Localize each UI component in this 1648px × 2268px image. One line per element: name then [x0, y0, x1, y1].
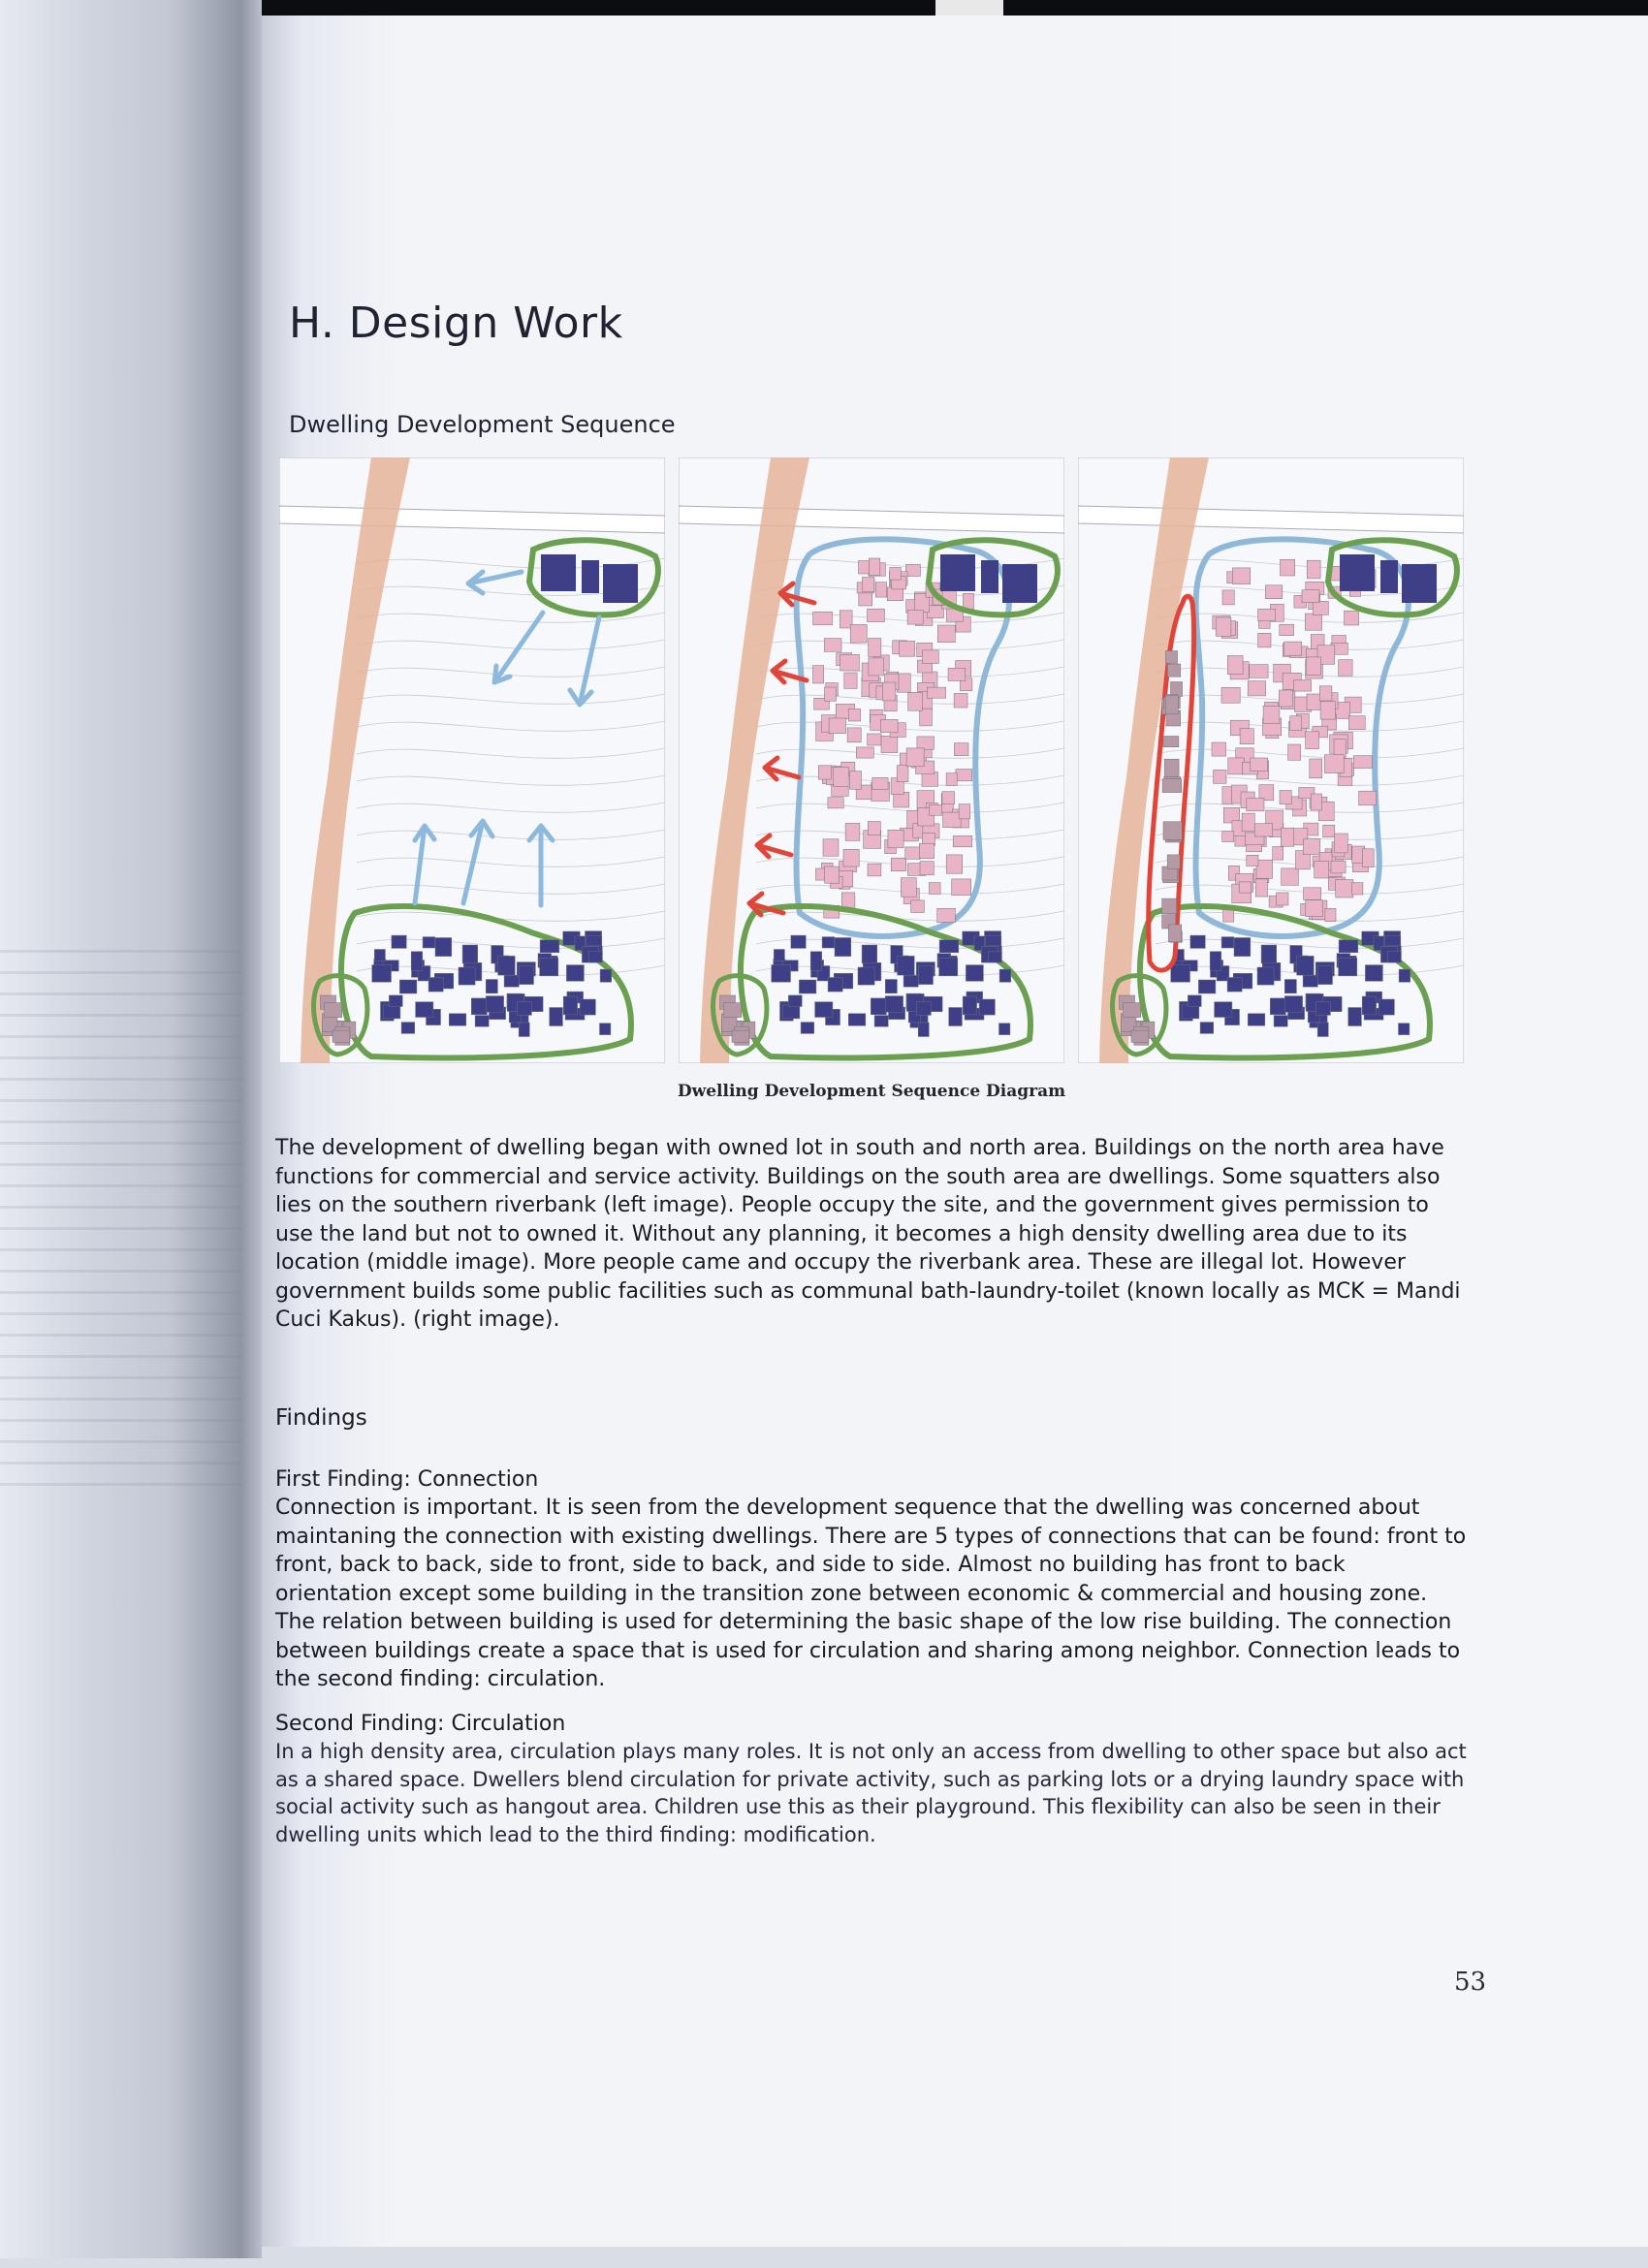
- south-building: [788, 995, 802, 1007]
- dwelling-building: [1279, 690, 1292, 707]
- south-building: [384, 1005, 400, 1019]
- dwelling-building: [952, 879, 971, 896]
- south-building: [918, 1023, 929, 1037]
- south-building: [1248, 1014, 1265, 1026]
- dwelling-building: [1353, 756, 1372, 769]
- south-building: [1171, 965, 1190, 983]
- dwelling-building: [919, 843, 934, 859]
- north-building: [981, 560, 998, 593]
- dwelling-building: [1247, 799, 1264, 811]
- dwelling-building: [1222, 590, 1234, 605]
- dwelling-building: [1280, 791, 1291, 804]
- dwelling-building: [1284, 642, 1302, 655]
- riverbank-building: [1163, 822, 1182, 840]
- dwelling-building: [1281, 559, 1295, 576]
- dwelling-building: [824, 639, 841, 652]
- south-building: [399, 980, 417, 993]
- riverbank-building: [1162, 779, 1182, 793]
- riverbank-building: [1165, 651, 1177, 664]
- south-building: [550, 1008, 563, 1026]
- south-building: [563, 996, 577, 1015]
- south-building: [600, 1024, 611, 1035]
- dwelling-building: [917, 737, 935, 749]
- south-building: [939, 940, 959, 953]
- dwelling-building: [1216, 617, 1231, 636]
- riverbank-building: [1163, 737, 1179, 747]
- dwelling-building: [868, 822, 880, 835]
- dwelling-building: [963, 593, 973, 609]
- dwelling-building: [1221, 687, 1240, 703]
- dwelling-building: [1359, 791, 1377, 805]
- dwelling-building: [1242, 813, 1254, 832]
- dwelling-building: [825, 687, 837, 701]
- south-building: [1348, 1008, 1362, 1026]
- south-building: [822, 937, 835, 948]
- dwelling-building: [907, 610, 923, 624]
- south-building: [1365, 965, 1382, 982]
- dwelling-building: [818, 766, 831, 779]
- north-building: [541, 554, 576, 591]
- dwelling-building: [863, 578, 874, 592]
- dwelling-building: [1315, 862, 1329, 878]
- dwelling-building: [923, 650, 939, 664]
- south-building: [1261, 945, 1277, 963]
- dwelling-building: [868, 864, 881, 876]
- dwelling-building: [829, 718, 845, 734]
- south-building: [918, 965, 933, 984]
- dwelling-building: [869, 558, 879, 576]
- dwelling-building: [901, 878, 916, 898]
- dwelling-building: [928, 606, 944, 618]
- dwelling-building: [929, 883, 940, 895]
- dwelling-building: [844, 673, 857, 688]
- dwelling-building: [843, 849, 859, 866]
- south-building: [1190, 935, 1205, 948]
- dwelling-building: [1331, 861, 1346, 873]
- dwelling-building: [1228, 758, 1245, 774]
- dwelling-building: [959, 804, 970, 819]
- south-building: [1270, 998, 1285, 1015]
- south-building: [885, 996, 903, 1013]
- dwelling-building: [1320, 702, 1335, 720]
- south-building: [540, 958, 558, 976]
- dwelling-building: [920, 862, 934, 875]
- dwelling-building: [1323, 825, 1335, 837]
- dwelling-building: [943, 812, 962, 828]
- dwelling-building: [848, 709, 860, 721]
- figure-subtitle: Dwelling Development Sequence: [289, 411, 676, 438]
- south-building: [862, 945, 877, 963]
- dwelling-building: [845, 823, 860, 840]
- south-building: [848, 1014, 866, 1026]
- south-building: [1316, 1002, 1331, 1016]
- second-finding-title: Second Finding: Circulation: [275, 1712, 566, 1736]
- dwelling-building: [897, 766, 908, 782]
- riverbank-building: [1167, 855, 1180, 869]
- south-building: [449, 1014, 466, 1026]
- south-building: [1234, 938, 1251, 957]
- dwelling-building: [813, 612, 833, 625]
- dwelling-building: [880, 719, 898, 732]
- first-finding-title: First Finding: Connection: [275, 1467, 539, 1492]
- dwelling-building: [890, 568, 902, 581]
- south-building: [801, 1023, 814, 1034]
- south-building: [783, 1005, 800, 1019]
- dwelling-building: [956, 770, 972, 781]
- dwelling-building: [1282, 868, 1299, 885]
- dwelling-building: [937, 908, 956, 922]
- south-building: [799, 980, 816, 993]
- south-building: [416, 1002, 433, 1018]
- south-building: [1257, 967, 1274, 985]
- dwelling-building: [1250, 665, 1269, 678]
- findings-heading: Findings: [275, 1405, 367, 1431]
- diagram-panel-right: [1078, 457, 1464, 1063]
- dwelling-building: [937, 625, 955, 643]
- north-building: [1402, 564, 1437, 603]
- dwelling-building: [1348, 716, 1365, 730]
- section-title: H. Design Work: [289, 299, 623, 348]
- dwelling-building: [875, 583, 886, 597]
- dwelling-building: [840, 654, 860, 671]
- dwelling-building: [954, 743, 968, 756]
- intro-paragraph: The development of dwelling began with owned lot in south and north area. Buildings on the north area have functions for commercial and service activity. Buildings on the south area are dwellings. Some squatters also lies on the southern riverbank (left image). People occupy the site, and the government gives permission to use the land but not to owned it. Without any planning, it becomes a high density dwelling area due to its location (middle image). More people came and occupy the riverbank area. These are illegal lot. However government builds some public facilities such as communal bath-laundry-toilet (known locally as MCK = Mandi Cuci Kakus). (right image).: [275, 1136, 1461, 1332]
- north-building: [582, 560, 599, 593]
- dwelling-building: [1302, 590, 1319, 603]
- south-building: [898, 956, 915, 975]
- dwelling-building: [905, 847, 921, 859]
- dwelling-building: [850, 624, 867, 643]
- figure-caption: Dwelling Development Sequence Diagram: [677, 1082, 1066, 1101]
- dwelling-building: [1303, 839, 1319, 855]
- dwelling-building: [1305, 614, 1321, 630]
- dwelling-building: [927, 687, 945, 698]
- squatter-building: [333, 1030, 350, 1042]
- dwelling-building: [1324, 755, 1344, 773]
- scan-glare: [935, 0, 1003, 16]
- riverbank-building: [1162, 898, 1177, 914]
- dwelling-building: [953, 835, 972, 846]
- dwelling-building: [869, 639, 881, 657]
- south-building: [392, 935, 406, 948]
- dwelling-sequence-figure: [279, 457, 1464, 1063]
- dwelling-building: [1247, 855, 1258, 866]
- south-building: [389, 995, 402, 1007]
- north-building: [1380, 560, 1398, 593]
- south-building: [428, 978, 443, 992]
- south-building: [1188, 995, 1201, 1007]
- dwelling-building: [946, 855, 963, 873]
- dwelling-building: [891, 858, 906, 871]
- south-building: [810, 952, 822, 971]
- dwelling-building: [930, 804, 942, 815]
- south-building: [423, 937, 435, 948]
- south-building: [498, 956, 516, 975]
- dwelling-building: [1307, 560, 1320, 579]
- dwelling-building: [1306, 900, 1323, 917]
- south-building: [791, 935, 806, 948]
- north-building: [603, 564, 638, 603]
- dwelling-building: [1311, 794, 1321, 810]
- south-building: [989, 951, 1002, 962]
- south-building: [917, 1002, 932, 1016]
- show-through-text: [0, 950, 242, 1493]
- dwelling-building: [900, 641, 915, 656]
- riverbank-building: [1164, 759, 1179, 777]
- dwelling-building: [898, 674, 911, 692]
- south-building: [486, 996, 503, 1013]
- second-finding-body: In a high density area, circulation plays many roles. It is not only an access from dwelling to other space but also act as a shared space. Dwellers blend circulation for private activity, such as parking lots or a drying laundry space with social activity such as hangout area. Children use this as their playground. This flexibility can also be seen in their dwelling units which lead to the third finding: modification.: [275, 1740, 1467, 1846]
- dwelling-building: [1240, 729, 1253, 744]
- dwelling-building: [1251, 758, 1268, 772]
- south-building: [1284, 980, 1296, 993]
- dwelling-building: [1307, 657, 1321, 676]
- south-building: [1284, 996, 1302, 1013]
- south-building: [1362, 996, 1376, 1015]
- dwelling-building: [856, 747, 873, 758]
- dwelling-building: [1273, 847, 1284, 861]
- south-building: [979, 999, 995, 1015]
- dwelling-building: [868, 734, 882, 745]
- south-building: [519, 965, 533, 984]
- squatter-building: [732, 1030, 749, 1042]
- south-building: [1227, 978, 1242, 992]
- dwelling-building: [868, 609, 885, 621]
- south-building: [504, 975, 519, 987]
- dwelling-building: [1325, 908, 1336, 921]
- south-building: [966, 965, 983, 982]
- south-building: [858, 967, 874, 985]
- dwelling-building: [1304, 888, 1321, 900]
- south-building: [462, 945, 478, 963]
- first-finding-body: Connection is important. It is seen from the development sequence that the dwelling was concerned about maintaning the connection with existing dwellings. There are 5 types of connections that can be found: front to front, back to back, side to front, side to back, and side to side. Almost no building has front to back orientation except some building in the transition zone between economic & commercial and housing zone. The relation between building is used for determining the basic shape of the low rise building. The connection between buildings create a space that is used for circulation and sharing among neighbor. Connection leads to the second finding: circulation.: [275, 1496, 1467, 1691]
- dwelling-building: [1290, 716, 1302, 731]
- south-building: [401, 1023, 415, 1034]
- south-building: [589, 951, 603, 962]
- dwelling-building: [1222, 831, 1234, 841]
- squatter-building: [1124, 1003, 1141, 1018]
- dwelling-building: [920, 709, 933, 726]
- south-building: [475, 1016, 489, 1027]
- dwelling-building: [942, 792, 955, 804]
- dwelling-building: [946, 773, 957, 786]
- south-building: [874, 1016, 888, 1027]
- south-building: [772, 965, 791, 983]
- south-building: [1339, 940, 1358, 953]
- north-building: [940, 554, 975, 591]
- dwelling-building: [1339, 660, 1353, 677]
- dwelling-building: [1265, 585, 1282, 599]
- south-building: [1274, 1016, 1287, 1027]
- south-building: [815, 1002, 833, 1018]
- south-building: [774, 950, 784, 961]
- dwelling-building: [825, 866, 840, 883]
- dwelling-building: [1288, 744, 1301, 760]
- south-building: [999, 1024, 1010, 1035]
- dwelling-building: [1306, 732, 1319, 749]
- dwelling-building: [859, 561, 872, 575]
- south-building: [486, 980, 497, 993]
- diagram-panel-middle: [679, 457, 1064, 1063]
- dwelling-building: [869, 658, 884, 676]
- dwelling-building: [872, 777, 888, 789]
- south-building: [1200, 1023, 1214, 1034]
- riverbank-building: [1168, 925, 1181, 942]
- south-building: [540, 940, 559, 953]
- dwelling-building: [954, 693, 967, 708]
- dwelling-building: [1313, 601, 1328, 614]
- dwelling-building: [1352, 883, 1363, 895]
- south-building: [1297, 956, 1315, 975]
- dwelling-building: [828, 798, 843, 808]
- dwelling-building: [1258, 609, 1276, 620]
- south-building: [1399, 1024, 1410, 1035]
- south-building: [949, 1008, 963, 1026]
- dwelling-building: [906, 748, 924, 767]
- south-building: [1303, 975, 1317, 987]
- south-building: [1317, 1023, 1328, 1037]
- dwelling-building: [1255, 879, 1267, 897]
- dwelling-building: [1214, 770, 1227, 783]
- page-number: 53: [1454, 1968, 1487, 1997]
- south-building: [939, 958, 958, 976]
- south-building: [963, 996, 976, 1015]
- dwelling-building: [1294, 680, 1312, 692]
- south-building: [1198, 980, 1216, 993]
- south-building: [411, 952, 423, 971]
- dwelling-building: [1319, 686, 1332, 701]
- dwelling-building: [1212, 742, 1226, 756]
- south-building: [885, 980, 897, 993]
- south-building: [835, 938, 851, 957]
- south-building: [1183, 1005, 1199, 1019]
- south-building: [1221, 937, 1234, 948]
- dwelling-building: [859, 593, 872, 606]
- dwelling-building: [881, 736, 898, 752]
- south-building: [1388, 951, 1402, 962]
- dwelling-building: [905, 564, 920, 576]
- north-building: [1340, 554, 1375, 591]
- dwelling-building: [1254, 824, 1272, 836]
- south-building: [1215, 1002, 1232, 1018]
- dwelling-building: [813, 666, 824, 683]
- south-building: [374, 950, 385, 961]
- riverbank-building: [1167, 664, 1180, 677]
- south-building: [871, 998, 886, 1015]
- dwelling-building: [1335, 834, 1348, 853]
- dwelling-building: [1280, 624, 1294, 636]
- south-building: [903, 975, 918, 987]
- site-plan-right: [1078, 457, 1464, 1063]
- dwelling-building: [911, 900, 925, 913]
- riverbank-building: [1165, 696, 1178, 714]
- north-building: [1002, 564, 1037, 603]
- south-building: [580, 999, 595, 1015]
- dwelling-building: [1239, 882, 1252, 893]
- diagram-panel-left: [279, 457, 665, 1063]
- south-building: [1210, 952, 1221, 971]
- dwelling-building: [908, 692, 923, 710]
- dwelling-building: [888, 830, 903, 848]
- dwelling-building: [1336, 880, 1353, 898]
- dwelling-building: [823, 839, 839, 856]
- south-building: [828, 978, 842, 992]
- dwelling-building: [1345, 611, 1359, 625]
- south-building: [372, 965, 392, 983]
- dwelling-building: [1258, 633, 1271, 647]
- south-building: [459, 967, 475, 985]
- south-building: [435, 938, 452, 957]
- dwelling-building: [1256, 860, 1273, 878]
- dwelling-building: [1232, 568, 1250, 584]
- south-building: [600, 969, 612, 982]
- south-building: [566, 965, 584, 982]
- dwelling-building: [1227, 656, 1243, 675]
- dwelling-building: [948, 668, 966, 680]
- site-plan-left: [279, 457, 665, 1063]
- dwelling-building: [1277, 893, 1289, 905]
- south-building: [1339, 958, 1357, 976]
- dwelling-building: [1363, 849, 1375, 867]
- document-page: [262, 16, 1648, 2247]
- dwelling-building: [1281, 828, 1293, 846]
- dwelling-building: [849, 772, 861, 790]
- south-building: [471, 998, 487, 1015]
- dwelling-building: [1310, 759, 1322, 778]
- squatter-building: [724, 1003, 742, 1018]
- south-building: [519, 1023, 529, 1037]
- south-building: [1317, 965, 1332, 984]
- squatter-building: [325, 1003, 342, 1018]
- squatter-building: [1131, 1030, 1149, 1042]
- dwelling-building: [1263, 706, 1280, 723]
- dwelling-building: [1248, 681, 1265, 696]
- south-building: [518, 1002, 532, 1016]
- south-building: [1379, 999, 1394, 1015]
- south-building: [1399, 969, 1410, 982]
- south-building: [999, 969, 1011, 982]
- dwelling-building: [834, 768, 849, 787]
- facing-page-margin: [0, 0, 262, 2258]
- dwelling-building: [882, 682, 896, 701]
- dwelling-building: [847, 728, 861, 742]
- site-plan-middle: [679, 457, 1064, 1063]
